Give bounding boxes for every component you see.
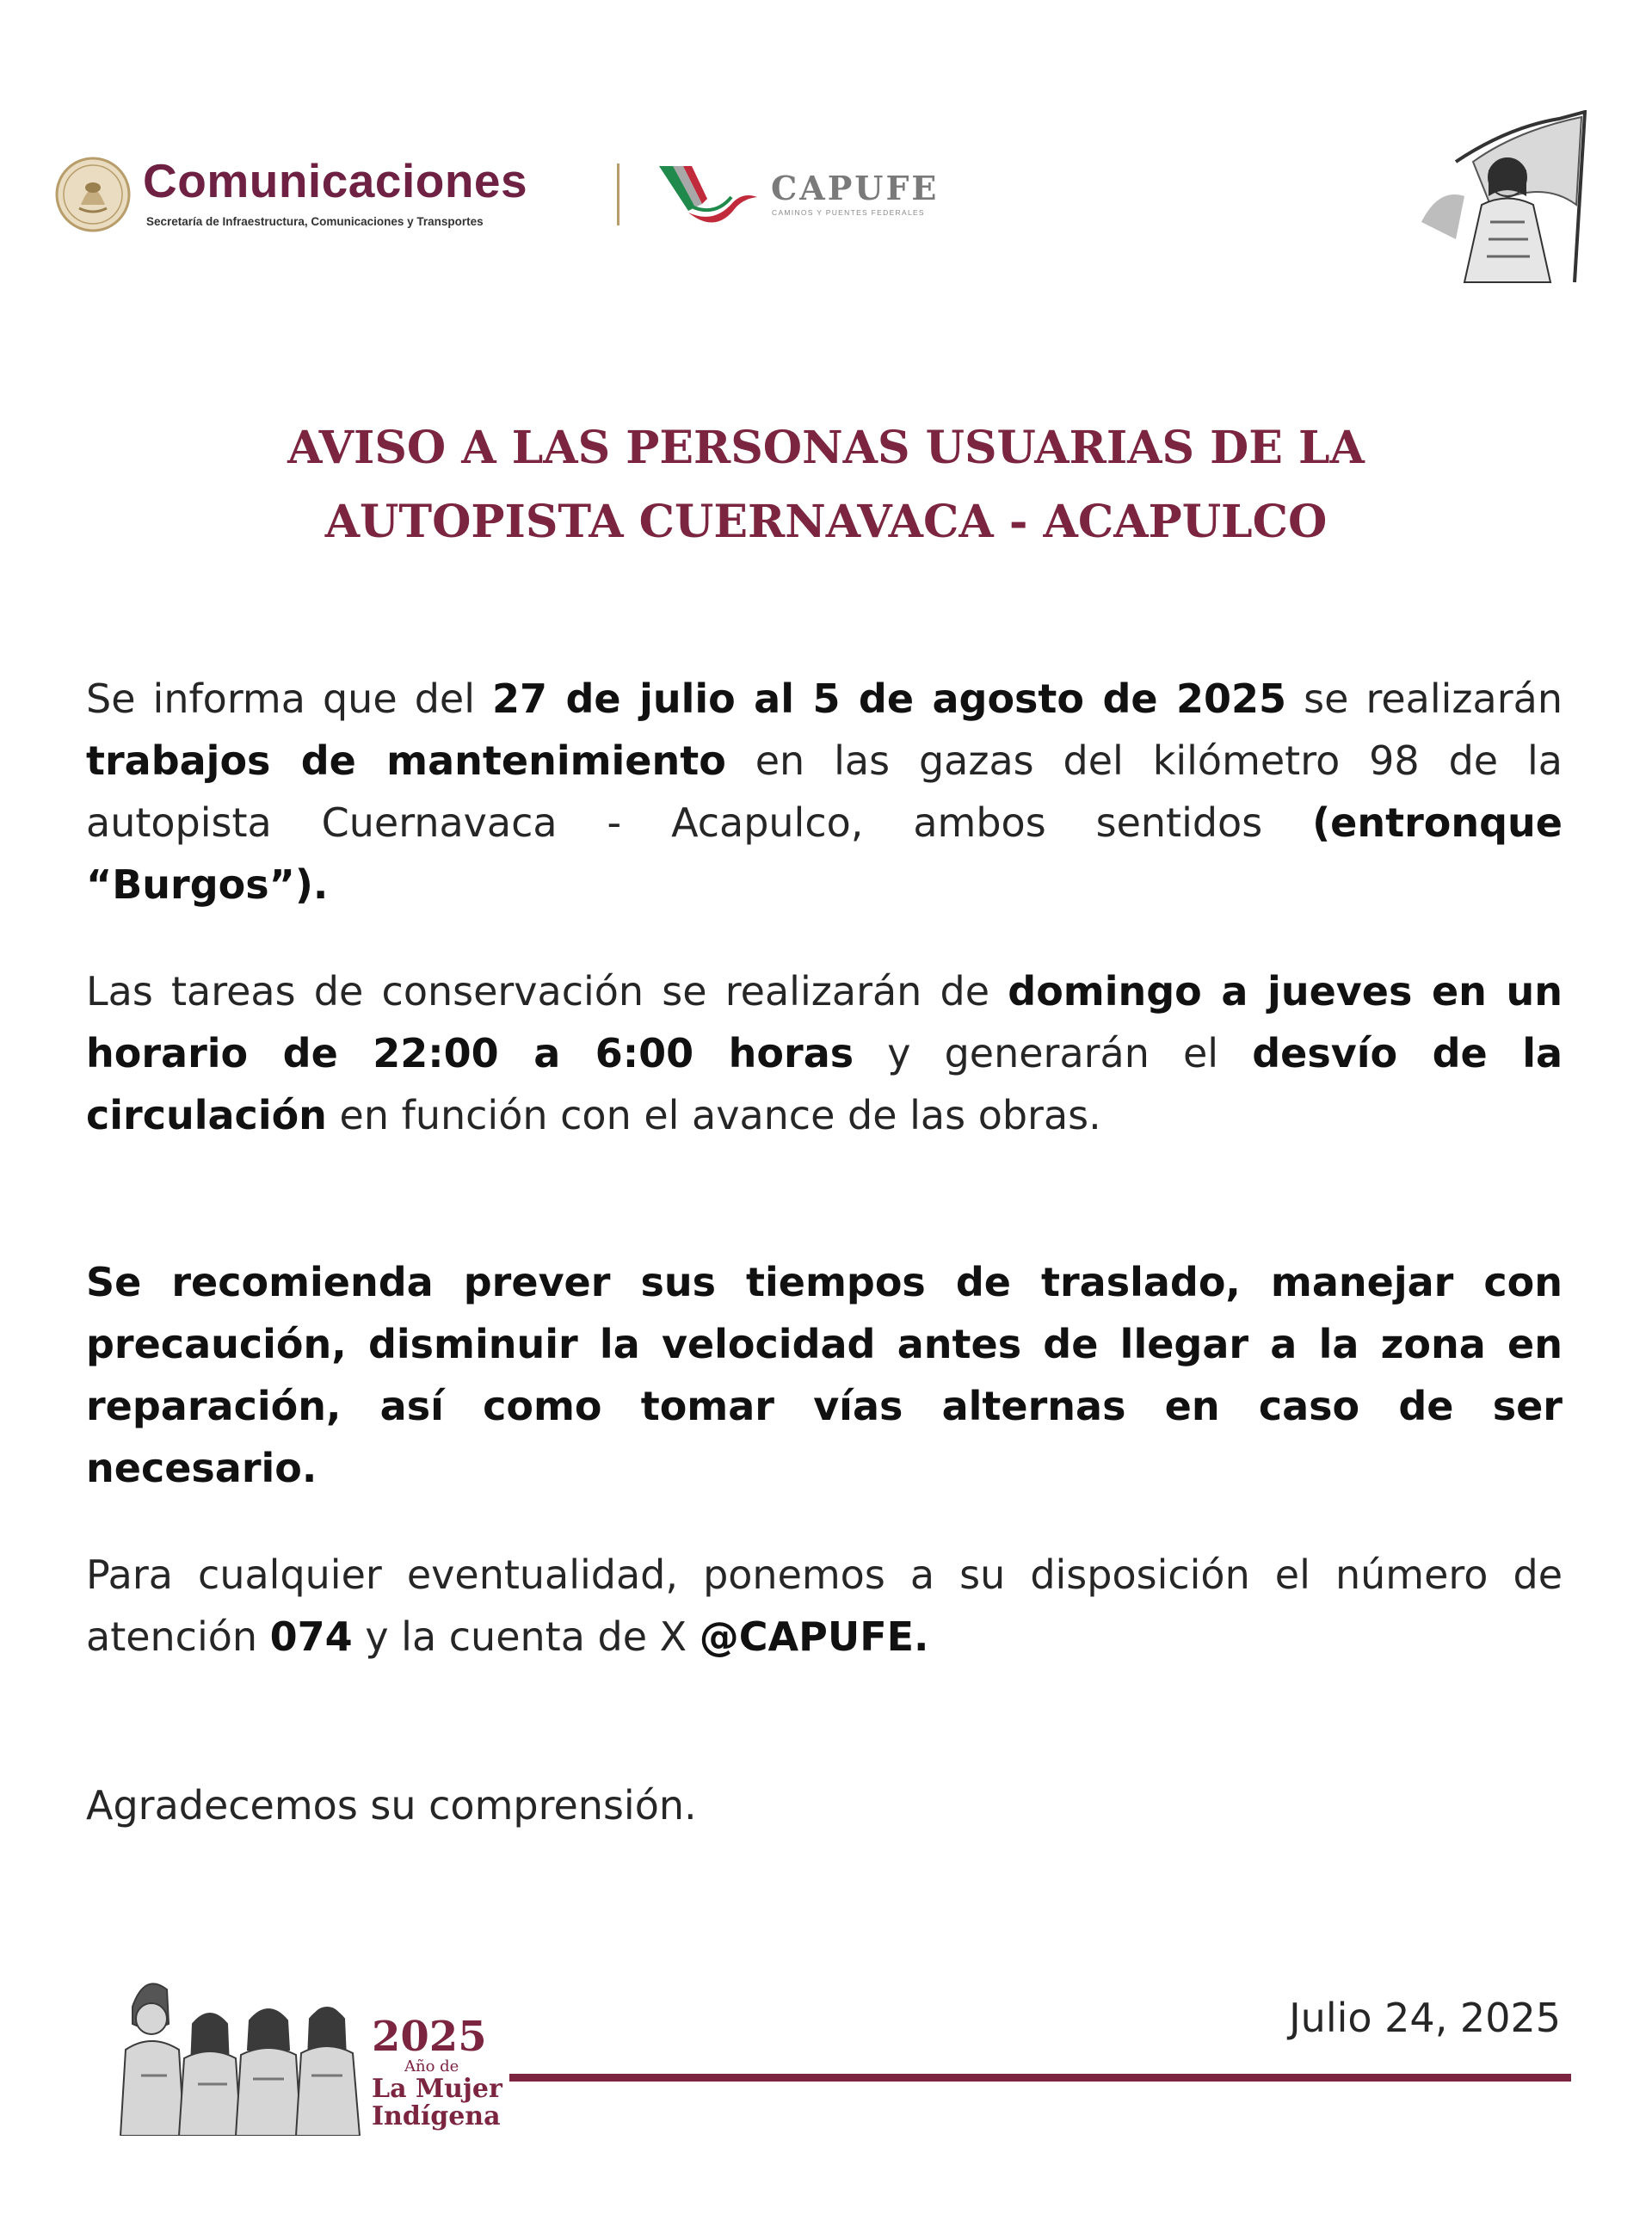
p1-text-3: en las gazas del kilómetro 98 de la autopista Cuernavaca - Acapulco, ambos sentidos	[86, 737, 1563, 846]
paragraph-hours	[86, 960, 1563, 1146]
p1-dates: 27 de julio al 5 de agosto de 2025	[492, 675, 1287, 722]
p4-text-2: y la cuenta de X	[352, 1613, 700, 1660]
brand-subtitle: Secretaría de Infraestructura, Comunicaciones y Transportes	[146, 215, 484, 228]
p2-detour: desvío de la circulación	[86, 1030, 1563, 1138]
footer-rule	[509, 2074, 1571, 2082]
p2-hours: domingo a jueves en un horario de 22:00 a 6:00 horas	[86, 968, 1563, 1076]
p3-recommendation: Se recomienda prever sus tiempos de traslado, manejar con precaución, disminuir la velocidad antes de llegar a la zona en reparación, así como tomar vías alternas en caso de ser necesario.	[86, 1259, 1563, 1491]
p5-text: Agradecemos su comprensión.	[86, 1782, 697, 1829]
heroine-with-flag-illustration-icon	[1421, 110, 1593, 287]
capufe-subtitle: CAMINOS Y PUENTES FEDERALES	[772, 208, 925, 217]
p1-junction: (entronque “Burgos”).	[86, 799, 1563, 908]
capufe-name: CAPUFE	[771, 169, 940, 207]
p4-phone-number: 074	[269, 1613, 353, 1660]
coat-of-arms-seal-icon	[55, 157, 131, 232]
title-line-2: AUTOPISTA CUERNAVACA - ACAPULCO	[324, 496, 1328, 548]
paragraph-thanks	[86, 1774, 1563, 1836]
p2-text-2: y generarán el	[854, 1030, 1253, 1076]
paragraph-recommendation	[86, 1251, 1563, 1499]
notice-date: Julio 24, 2025	[1289, 1995, 1561, 2041]
p4-text-1: Para cualquier eventualidad, ponemos a su disposición el número de atención	[86, 1551, 1563, 1660]
p1-text-2: se realizarán	[1286, 675, 1563, 722]
p1-text-1: Se informa que del	[86, 675, 493, 722]
notice-title	[138, 411, 1514, 559]
year-of-indigenous-women-logo	[372, 2015, 502, 2131]
p2-text-3: en función con el avance de las obras.	[326, 1092, 1101, 1138]
brand-title: Comunicaciones	[143, 154, 528, 207]
header-divider	[617, 163, 620, 225]
p4-x-account: @CAPUFE.	[699, 1613, 929, 1660]
year-label-line2: La Mujer	[372, 2074, 502, 2104]
capufe-logo-mark-icon	[654, 159, 761, 228]
year-label-small: Año de	[404, 2057, 459, 2076]
indigenous-women-illustration-icon	[115, 1972, 370, 2136]
paragraph-schedule	[86, 668, 1563, 916]
paragraph-contact	[86, 1544, 1563, 1668]
p1-maintenance: trabajos de mantenimiento	[86, 737, 726, 784]
year-number: 2025	[372, 2013, 487, 2061]
year-label-line3: Indígena	[372, 2101, 501, 2131]
p2-text-1: Las tareas de conservación se realizarán de	[86, 968, 1008, 1015]
title-line-1: AVISO A LAS PERSONAS USUARIAS DE LA	[287, 422, 1365, 474]
